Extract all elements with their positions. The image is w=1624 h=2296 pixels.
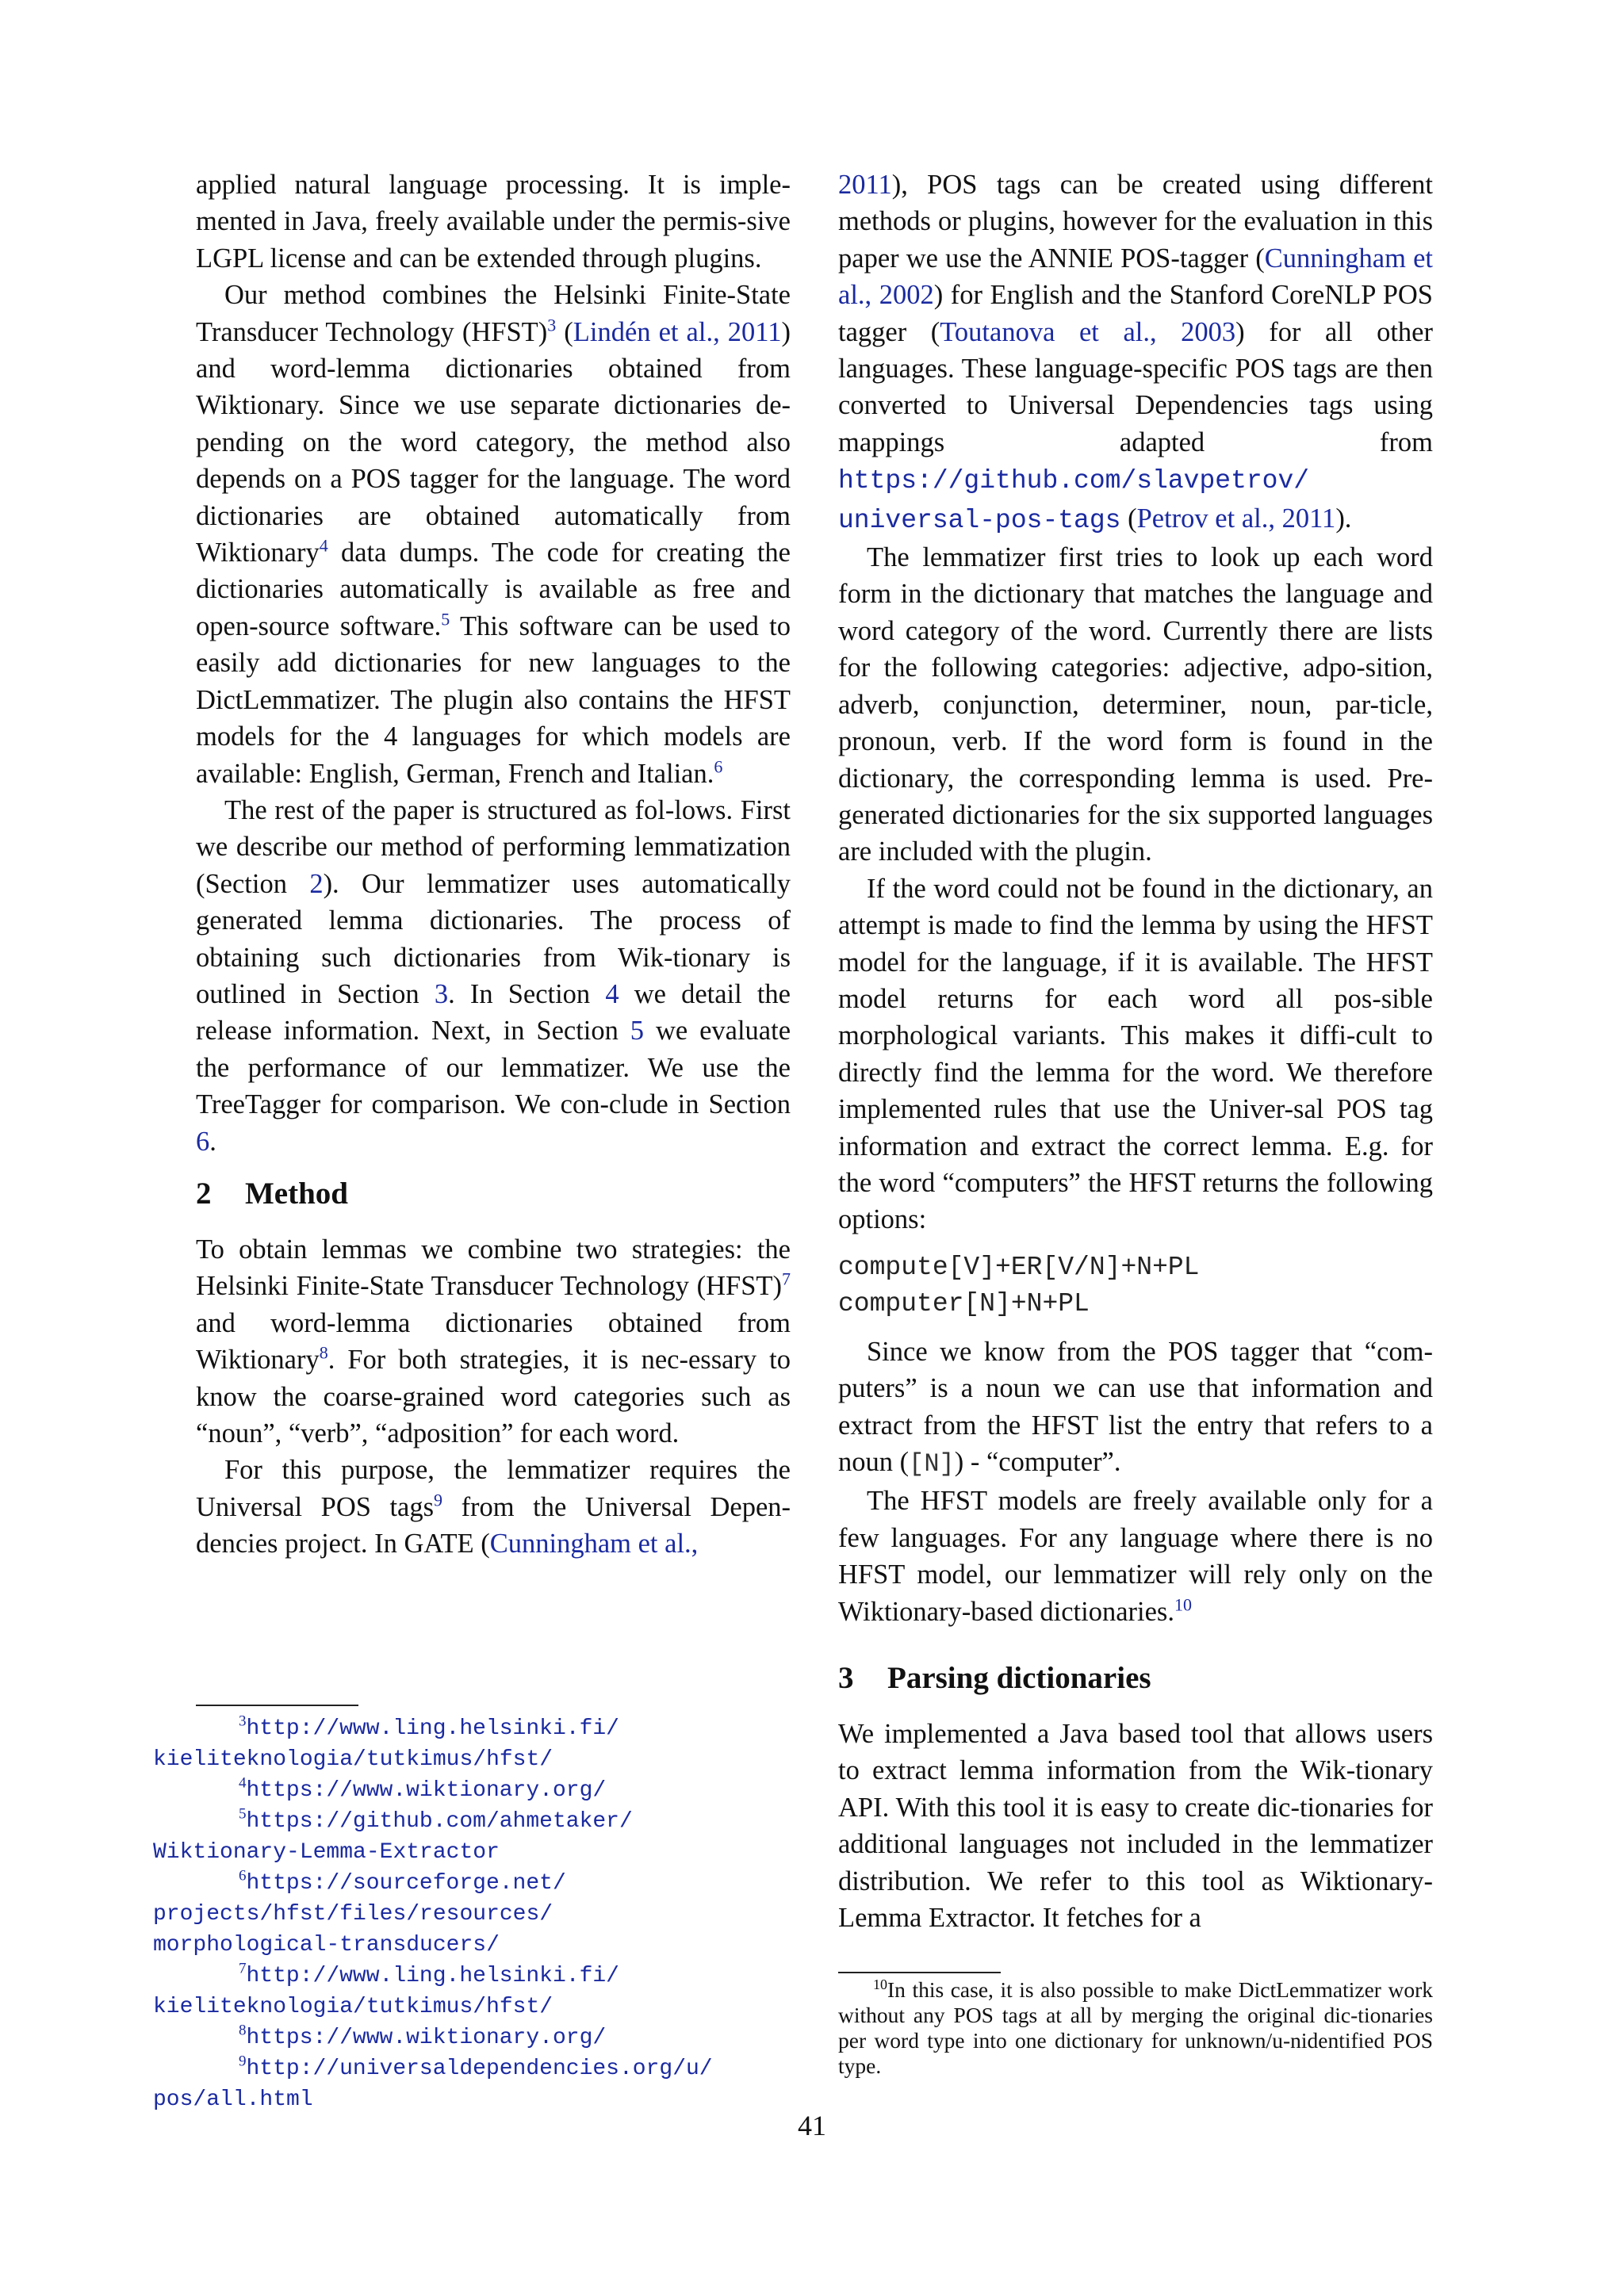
inline-code: [N] <box>909 1449 955 1479</box>
footnote-ref[interactable]: 8 <box>319 1342 328 1363</box>
footnote-url[interactable]: https://sourceforge.net/ <box>246 1871 566 1896</box>
paragraph: To obtain lemmas we combine two strategies: the Helsinki Finite-State Transducer Technology (HFST)$^7$ and word-lemma dictionaries obtained from Wiktionary$^8$. For both strategies, it is nec-essary to know the coarse-grained word categories such as “noun”, “verb”, “adposition” for each word. <box>196 1234 791 1448</box>
citation-link[interactable]: Cunningham et al., <box>489 1529 699 1559</box>
paragraph: The HFST models are freely available only for a few languages. For any language where there is no HFST model, our lemmatizer will rely only on the Wiktionary-based dictionaries.$^{10}$ <box>838 1486 1433 1627</box>
footnote-url[interactable]: http://www.ling.helsinki.fi/ <box>246 1964 619 1988</box>
paragraph: Our method combines the Helsinki Finite-State Transducer Technology (HFST)$^3$ (Lindén et al., 2011) and word-lemma dictionaries obtained from Wiktionary. Since we use separate dictionaries de-pending on the word category, the method also depends on a POS tagger for the language. The word dictionaries are obtained automatically from Wiktionary$^4$ data dumps. The code for creating the dictionaries automatically is available as free and open-source software.$^5$ This software can be used to easily add dictionaries for new languages to the DictLemmatizer. The plugin also contains the HFST models for the 4 languages for which models are available: English, German, French and Italian.$^6$ <box>196 280 791 789</box>
section-link[interactable]: 4 <box>605 978 619 1009</box>
footnote: $^5$https://github.com/ahmetaker/ Wiktionary-Lemma-Extractor <box>153 1805 633 1865</box>
footnote-rule <box>196 1705 358 1706</box>
paragraph: We implemented a Java based tool that allows users to extract lemma information from the Wik-tionary API. With this tool it is easy to create dic-tionaries for additional languages not included in the lemmatizer distribution. We refer to this tool as Wiktionary-Lemma Extractor. It fetches for a <box>838 1719 1433 1934</box>
footnote: $^9$http://universaldependencies.org/u/ pos/all.html <box>153 2053 713 2112</box>
footnote-url[interactable]: kieliteknologia/tutkimus/hfst/ <box>153 1995 553 2019</box>
section-heading: 2 Method <box>196 1176 348 1211</box>
footnote-url[interactable]: http://universaldependencies.org/u/ <box>246 2057 713 2081</box>
footnote-rule <box>838 1972 1001 1973</box>
paragraph: The rest of the paper is structured as fol-lows. First we describe our method of performing lemmatization (Section 2). Our lemmatizer uses automatically generated lemma dictionaries. The process of obtaining such dictionaries from Wik-tionary is outlined in Section 3. In Section 4 we detail the release information. Next, in Section 5 we evaluate the performance of our lemmatizer. We use the TreeTagger for comparison. We con-clude in Section 6. <box>196 794 791 1157</box>
footnote-url[interactable]: Wiktionary-Lemma-Extractor <box>153 1840 500 1865</box>
footnote-url[interactable]: kieliteknologia/tutkimus/hfst/ <box>153 1747 553 1772</box>
footnote-url[interactable]: pos/all.html <box>153 2087 313 2112</box>
footnote: $^3$http://www.ling.helsinki.fi/ kieliteknologia/tutkimus/hfst/ <box>153 1712 619 1772</box>
paragraph: If the word could not be found in the dictionary, an attempt is made to find the lemma by using the HFST model for the language, if it is available. The HFST model returns for each word all pos-sible morphological variants. This makes it diffi-cult to directly find the lemma for the word. We therefore implemented rules that use the Univer-sal POS tag information and extract the correct lemma. E.g. for the word “computers” the HFST returns the following options: <box>838 873 1433 1235</box>
footnote: $^6$https://sourceforge.net/ projects/hfst/files/resources/ morphological-transducers/ <box>153 1867 566 1957</box>
right-column <box>838 166 1433 1936</box>
section-link[interactable]: 3 <box>434 978 449 1009</box>
inline-url[interactable]: https://github.com/slavpetrov/ <box>838 466 1310 496</box>
section-link[interactable]: 2 <box>309 868 324 899</box>
paragraph: Since we know from the POS tagger that “com-puters” is a noun we can use that information and extract from the HFST list the entry that refers to a noun ([N]) - “computer”. <box>838 1336 1433 1479</box>
footnote-url[interactable]: https://www.wiktionary.org/ <box>246 2026 607 2050</box>
footnote-ref[interactable]: 10 <box>1174 1594 1192 1615</box>
footnote: $^8$https://www.wiktionary.org/ <box>239 2022 607 2050</box>
section-link[interactable]: 5 <box>630 1016 645 1047</box>
code-line: computer[N]+N+PL <box>838 1288 1090 1318</box>
footnote-ref[interactable]: 3 <box>547 315 557 335</box>
left-column <box>196 166 791 1563</box>
footnotes-left <box>153 1712 791 2114</box>
footnote: $^7$http://www.ling.helsinki.fi/ kieliteknologia/tutkimus/hfst/ <box>153 1960 619 2019</box>
citation-link[interactable]: Cunningham et al., 2002 <box>838 243 1433 311</box>
footnote-right <box>838 1977 1433 2079</box>
paragraph: 2011), POS tags can be created using different methods or plugins, however for the evaluation in this paper we use the ANNIE POS-tagger (Cunningham et al., 2002) for English and the Stanford CoreNLP POS tagger (Toutanova et al., 2003) for all other languages. These language-specific POS tags are then converted to Universal Dependencies tags using mappings adapted from https://github.com/slavpetrov/ universal-pos-tags (Petrov et al., 2011). <box>838 170 1433 535</box>
citation-link[interactable]: 2011 <box>838 170 892 200</box>
paragraph: applied natural language processing. It is imple-mented in Java, freely available under the permis-sive LGPL license and can be extended through plugins. <box>196 170 791 274</box>
citation-link[interactable]: Lindén et al., 2011 <box>573 316 782 347</box>
paragraph: The lemmatizer first tries to look up each word form in the dictionary that matches the language and word category of the word. Currently there are lists for the following categories: adjective, adpo-sition, adverb, conjunction, determiner, noun, par-ticle, pronoun, verb. If the word form is found in the dictionary, the corresponding lemma is used. Pre-generated dictionaries for the six supported languages are included with the plugin. <box>838 542 1433 867</box>
code-line: compute[V]+ER[V/N]+N+PL <box>838 1252 1200 1282</box>
footnote-ref[interactable]: 7 <box>782 1269 791 1289</box>
paragraph: For this purpose, the lemmatizer requires the Universal POS tags$^9$ from the Universal Depen-dencies project. In GATE (Cunningham et al., <box>196 1455 791 1559</box>
footnote: $^{10}$In this case, it is also possible to make DictLemmatizer work without any POS tags at all by merging the original dic-tionaries per word type into one dictionary for unknown/u-nidentified POS type. <box>838 1976 1433 2078</box>
inline-url[interactable]: universal-pos-tags <box>838 505 1121 535</box>
section-link[interactable]: 6 <box>196 1126 210 1157</box>
citation-link[interactable]: Petrov et al., 2011 <box>1136 503 1336 534</box>
section-heading: 3 Parsing dictionaries <box>838 1661 1151 1696</box>
footnote-url[interactable]: morphological-transducers/ <box>153 1933 500 1957</box>
footnote-url[interactable]: https://github.com/ahmetaker/ <box>246 1809 633 1834</box>
footnote-ref[interactable]: 5 <box>441 609 450 629</box>
footnote-ref[interactable]: 9 <box>434 1490 443 1510</box>
footnote-ref[interactable]: 6 <box>714 756 723 776</box>
footnote-url[interactable]: http://www.ling.helsinki.fi/ <box>246 1716 619 1741</box>
page-number: 41 <box>798 2110 826 2141</box>
citation-link[interactable]: Toutanova et al., 2003 <box>940 316 1236 347</box>
footnote: $^4$https://www.wiktionary.org/ <box>239 1774 607 1803</box>
footnote-url[interactable]: https://www.wiktionary.org/ <box>246 1778 607 1803</box>
code-block <box>838 1249 1433 1322</box>
footnote-url[interactable]: projects/hfst/files/resources/ <box>153 1902 553 1927</box>
footnote-ref[interactable]: 4 <box>319 535 328 556</box>
